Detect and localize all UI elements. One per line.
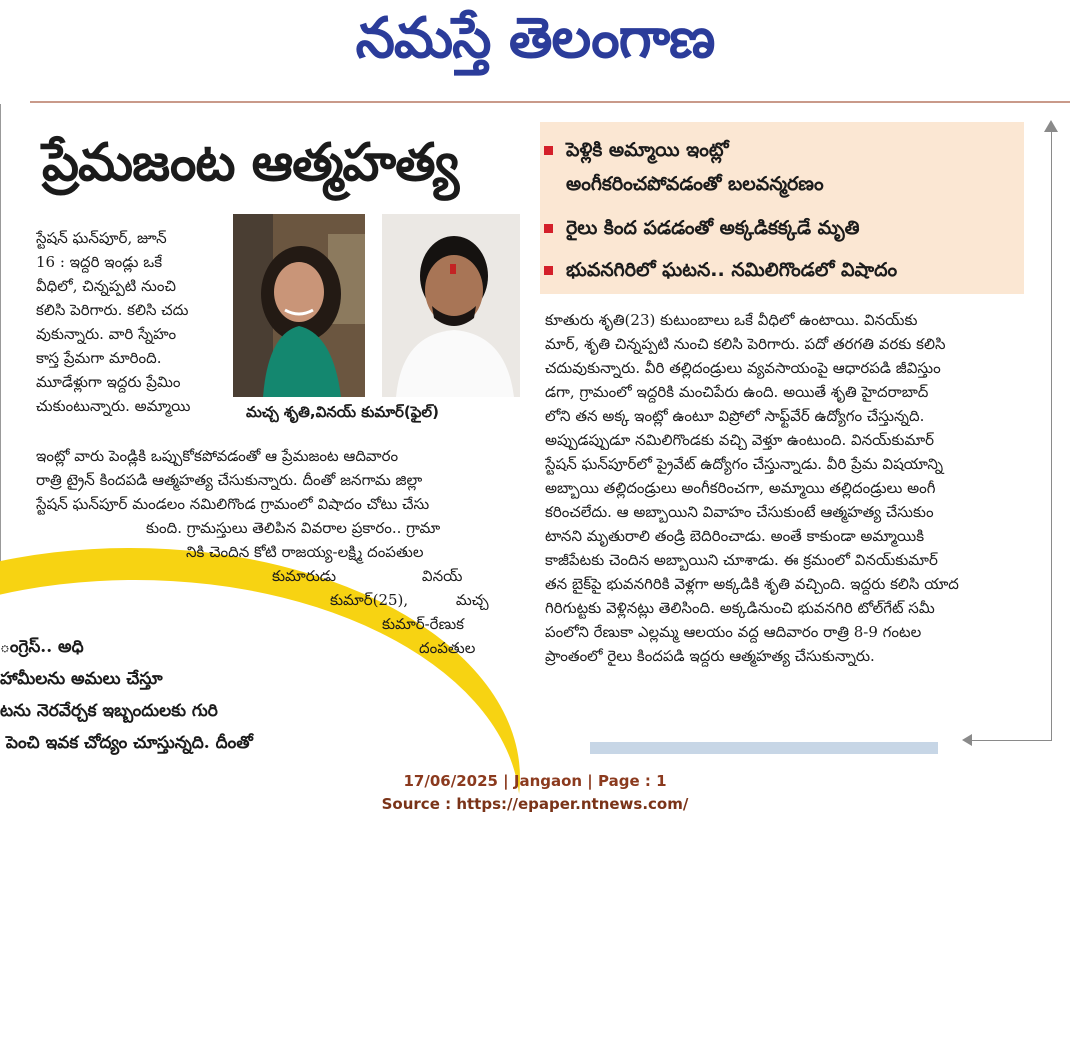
article-headline: ప్రేమజంట ఆత్మహత్య (42, 133, 459, 193)
text-line: వీధిలో, చిన్నప్పటి నుంచి (36, 277, 176, 295)
text-line: పంలోని రేణుకా ఎల్లమ్మ ఆలయం వద్ద ఆదివారం రాత్రి 8-9 గంటల (545, 623, 922, 641)
text-line: కుమార్(25), మచ్చ (330, 591, 489, 609)
bullet-icon (544, 224, 553, 233)
source-link[interactable]: Source : https://epaper.ntnews.com/ (381, 795, 689, 813)
bullet-icon (544, 266, 553, 275)
text-line: కుమార్-రేణుక (382, 615, 464, 633)
text-line: ప్రాంతంలో రైలు కిందపడి ఇద్దరు ఆత్మహత్య చేసుకున్నారు. (545, 647, 875, 665)
text-line: మార్, శృతి చిన్నప్పటి నుంచి కలిసి పెరిగారు. పదో తరగతి వరకు కలిసి (545, 335, 946, 353)
article-body-right (545, 308, 1015, 668)
text-line: కుమారుడు వినయ్ (272, 567, 463, 585)
adjacent-article-line: పెంచి ఇవక చోద్యం చూస్తున్నది. దీంతో (0, 733, 253, 753)
highlight-item (566, 256, 897, 284)
adjacent-article-line: హామీలను అమలు చేస్తూ (0, 669, 163, 689)
masthead-divider (30, 101, 1070, 103)
bullet-icon (544, 146, 553, 155)
text-line: స్టేషన్ ఘన్‌పూర్, జూన్ (36, 229, 167, 247)
text-line: అబ్బాయి తల్లిదండ్రులు అంగీకరించగా, అమ్మాయి తల్లిదండ్రులు అంగీ (545, 479, 936, 497)
text-line: టానని మృతురాలి తండ్రి బెదిరించాడు. అంతే కాకుండా అమ్మాయికి (545, 527, 925, 545)
adjacent-article-line: టను నెరవేర్చక ఇబ్బందులకు గురి (0, 701, 218, 721)
text-line: ఇంట్లో వారు పెండ్లికి ఒప్పుకోకపోవడంతో ఆ ప్రేమజంట ఆదివారం (36, 447, 399, 465)
text-line: స్టేషన్ ఘన్‌పూర్ మండలం నమిలిగొండ గ్రామంలో విషాదం చోటు చేసు (36, 495, 430, 513)
text-line: తన బైక్‌పై భువనగిరికి వెళ్లగా అక్కడికి శృతి వచ్చింది. ఇద్దరు కలిసి యాద (545, 575, 959, 593)
text-line: దంపతుల (419, 639, 476, 657)
text-line: నికి చెందిన కోటి రాజయ్య-లక్ష్మి దంపతుల (186, 543, 424, 561)
masthead (0, 0, 1070, 90)
text-line: డగా, గ్రామంలో ఇద్దరికి మంచిపేరు ఉంది. అయితే శృతి హైదరాబాద్ (545, 383, 929, 401)
text-line: 16 : ఇద్దరి ఇండ్లు ఒకే (36, 253, 163, 271)
text-line: లోని తన అక్క ఇంట్లో ఉంటూ విప్రోలో సాఫ్ట్‌వేర్ ఉద్యోగం చేస్తున్నది. (545, 407, 925, 425)
text-line: గిరిగుట్టకు వెళ్లినట్లు తెలిసింది. అక్కడినుంచి భువనగిరి టోల్‌గేట్ సమీ (545, 599, 935, 617)
continuation-arrow-line (970, 740, 1052, 741)
adjacent-image-strip (590, 742, 938, 754)
photo-vinay (382, 214, 520, 397)
text-line: స్టేషన్ ఘన్‌పూర్‌లో ప్రైవేట్ ఉద్యోగం చేస్తున్నాడు. వీరి ప్రేమ విషయాన్ని (545, 455, 944, 473)
highlight-item (566, 136, 824, 198)
continuation-arrow-line (1051, 128, 1052, 740)
highlight-item (566, 214, 860, 242)
text-line: వుకున్నారు. వారి స్నేహం (36, 325, 177, 343)
arrow-left-icon (962, 734, 972, 746)
text-line: మూడేళ్లుగా ఇద్దరు ప్రేమిం (36, 373, 181, 391)
highlight-text: పెళ్లికి అమ్మాయి ఇంట్లో (566, 139, 729, 161)
text-line: కూతురు శృతి(23) కుటుంబాలు ఒకే వీధిలో ఉంటాయి. వినయ్‌కు (545, 311, 918, 329)
text-line: చదువుకున్నారు. వీరి తల్లిదండ్రులు వ్యవసాయంపై ఆధారపడి జీవిస్తుం (545, 359, 941, 377)
text-line: కుంది. గ్రామస్తులు తెలిపిన వివరాల ప్రకారం.. గ్రామా (146, 519, 441, 537)
newspaper-logo: నమస్తే తెలంగాణ (355, 6, 715, 71)
text-line: చుకుంటున్నారు. అమ్మాయి (36, 397, 191, 415)
text-line: కరించలేదు. ఆ అబ్బాయిని వివాహం చేసుకుంటే ఆత్మహత్య చేసుకుం (545, 503, 934, 521)
article-body-left-narrow (36, 226, 224, 418)
text-line: కాజీపేటకు చెందిన అబ్బాయిని చూశాడు. ఈ క్రమంలో వినయ్‌కుమార్ (545, 551, 938, 569)
photo-shruti (233, 214, 365, 397)
highlight-text: భువనగిరిలో ఘటన.. నమిలిగొండలో విషాదం (566, 259, 898, 281)
adjacent-article-line: ంగ్రెస్.. అధి (0, 637, 84, 657)
text-line: కాస్త ప్రేమగా మారింది. (36, 349, 162, 367)
highlights-box (540, 122, 1024, 294)
text-line: కలిసి పెరిగారు. కలిసి చదు (36, 301, 189, 319)
highlight-text: రైలు కింద పడడంతో అక్కడికక్కడే మృతి (566, 217, 860, 239)
arrow-up-icon (1044, 120, 1058, 132)
text-line: అప్పుడప్పుడూ నమిలిగొండకు వచ్చి వెళ్తూ ఉంటుంది. వినయ్‌కుమార్ (545, 431, 935, 449)
highlight-text: అంగీకరించపోవడంతో బలవన్మరణం (566, 173, 824, 195)
photo-caption: మచ్చ శృతి,వినయ్ కుమార్(ఫైల్) (246, 403, 439, 421)
edition-info: 17/06/2025 | Jangaon | Page : 1 (403, 772, 667, 790)
text-line: రాత్రి ట్రైన్ కిందపడి ఆత్మహత్య చేసుకున్నారు. దీంతో జనగామ జిల్లా (36, 471, 423, 489)
article-body-left-wide (36, 444, 518, 660)
